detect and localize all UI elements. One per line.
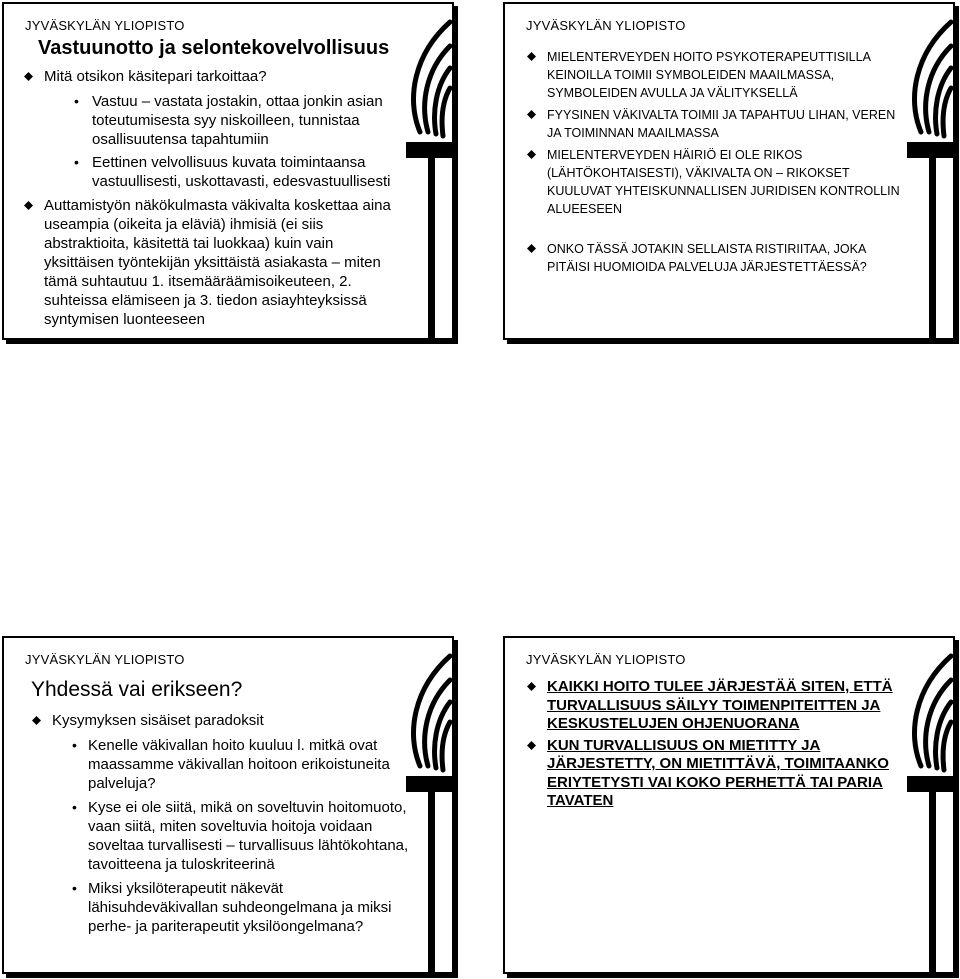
- diamond-bullet-icon: [527, 110, 536, 119]
- diamond-bullet-icon: [32, 716, 41, 725]
- bullet-item: [24, 196, 404, 329]
- dot-bullet-icon: •: [72, 799, 77, 815]
- bullet-text: Kyse ei ole siitä, mikä on soveltuvin hoitomuoto, vaan siitä, miten soveltuvia hoitoja voidaan soveltaa turvallisesti – turvallisuus lähtökohtana, tavoitteena ja tuloskriteerinä: [88, 799, 409, 873]
- bullet-item: [527, 737, 917, 811]
- bullet-item: [24, 67, 404, 86]
- bullet-text: Miksi yksilöterapeutit näkevät lähisuhdeväkivallan suhdeongelmana ja miksi perhe- ja pariterapeutit yksilöongelmana?: [88, 880, 392, 935]
- torch-bowl: [406, 142, 452, 158]
- torch-column: [428, 158, 435, 340]
- university-name: JYVÄSKYLÄN YLIOPISTO: [25, 652, 185, 667]
- torch-flame: [943, 88, 951, 136]
- torch-column: [428, 792, 435, 974]
- university-name: JYVÄSKYLÄN YLIOPISTO: [25, 18, 185, 33]
- bullet-text: KAIKKI HOITO TULEE JÄRJESTÄÄ SITEN, ETTÄ TURVALLISUUS SÄILYY TOIMENPITEITTEN JA KESKUSTELUJEN OHJENUORANA: [547, 678, 893, 732]
- sub-bullet-item: [24, 153, 404, 191]
- diamond-bullet-icon: [527, 244, 536, 253]
- bullet-text: Kysymyksen sisäiset paradoksit: [52, 712, 264, 729]
- dot-bullet-icon: •: [72, 737, 77, 753]
- bullet-item: [527, 48, 907, 102]
- slide-content: [527, 678, 917, 811]
- dot-bullet-icon: •: [74, 93, 79, 109]
- bullet-text: Auttamistyön näkökulmasta väkivalta koskettaa aina useampia (oikeita ja eläviä) ihmisiä (ei siis abstraktioita, käsitettä tai luokkaa) kuin vain yksittäisen työntekijän yksittäistä asiakasta – miten tämä suhtautuu 1. itsemääräämisoikeuteen, 2. suhteissa elämiseen ja 3. tiedon asiayhteyksissä syntymisen luonteeseen: [44, 197, 391, 328]
- dot-bullet-icon: •: [74, 154, 79, 170]
- slide-4: [503, 636, 955, 974]
- torch-flame: [943, 722, 951, 770]
- bullet-text: ONKO TÄSSÄ JOTAKIN SELLAISTA RISTIRIITAA, JOKA PITÄISI HUOMIOIDA PALVELUJA JÄRJESTETTÄESSÄ?: [547, 242, 867, 274]
- torch-column: [929, 158, 936, 340]
- slide-content: [527, 48, 907, 276]
- dot-bullet-icon: •: [72, 880, 77, 896]
- sub-bullet-item: [32, 736, 412, 793]
- torch-flame: [442, 722, 450, 770]
- slide-content: [32, 711, 412, 936]
- diamond-bullet-icon: [24, 201, 33, 210]
- slide-title: Vastuunotto ja selontekovelvollisuus: [38, 37, 390, 59]
- sub-bullet-item: [32, 798, 412, 874]
- diamond-bullet-icon: [527, 741, 536, 750]
- diamond-bullet-icon: [527, 682, 536, 691]
- bullet-text: Kenelle väkivallan hoito kuuluu l. mitkä ovat maassamme väkivallan hoitoon erikoistuneita palveluja?: [88, 737, 390, 792]
- bullet-text: Eettinen velvollisuus kuvata toimintaansa vastuullisesti, uskottavasti, edesvastuullisesti: [92, 154, 391, 190]
- torch-bowl: [406, 776, 452, 792]
- torch-bowl: [907, 142, 953, 158]
- diamond-bullet-icon: [527, 150, 536, 159]
- bullet-item: [527, 240, 907, 276]
- sub-bullet-item: [24, 92, 404, 149]
- bullet-item: [527, 678, 917, 734]
- sub-bullet-item: [32, 879, 412, 936]
- university-name: JYVÄSKYLÄN YLIOPISTO: [526, 18, 686, 33]
- slide-2: [503, 2, 955, 340]
- bullet-item: [527, 106, 907, 142]
- slide-content: [24, 67, 404, 329]
- bullet-item: [32, 711, 412, 730]
- bullet-text: Mitä otsikon käsitepari tarkoittaa?: [44, 68, 267, 85]
- slide-title: Yhdessä vai erikseen?: [31, 678, 243, 701]
- bullet-text: FYYSINEN VÄKIVALTA TOIMII JA TAPAHTUU LIHAN, VEREN JA TOIMINNAN MAAILMASSA: [547, 108, 896, 140]
- diamond-bullet-icon: [24, 72, 33, 81]
- university-name: JYVÄSKYLÄN YLIOPISTO: [526, 652, 686, 667]
- diamond-bullet-icon: [527, 52, 536, 61]
- bullet-text: MIELENTERVEYDEN HÄIRIÖ EI OLE RIKOS (LÄHTÖKOHTAISESTI), VÄKIVALTA ON – RIKOKSET KUULUVAT YHTEISKUNNALLISEN JURIDISEN KONTROLLIN ALUEESEEN: [547, 148, 900, 216]
- bullet-text: Vastuu – vastata jostakin, ottaa jonkin asian toteutumisesta syy niskoilleen, tunnistaa osallisuutensa tapahtumiin: [92, 93, 383, 148]
- torch-flame: [442, 88, 450, 136]
- slide-1: [2, 2, 454, 340]
- torch-column: [929, 792, 936, 974]
- bullet-text: KUN TURVALLISUUS ON MIETITTY JA JÄRJESTETTY, ON MIETITTÄVÄ, TOIMITAANKO ERIYTETYSTI VAI KOKO PERHETTÄ TAI PARIA TAVATEN: [547, 736, 889, 809]
- bullet-text: MIELENTERVEYDEN HOITO PSYKOTERAPEUTTISILLA KEINOILLA TOIMII SYMBOLEIDEN MAAILMASSA, SYMBOLEIDEN AVULLA JA VÄLITYKSELLÄ: [547, 50, 871, 100]
- bullet-item: [527, 146, 907, 218]
- slide-3: [2, 636, 454, 974]
